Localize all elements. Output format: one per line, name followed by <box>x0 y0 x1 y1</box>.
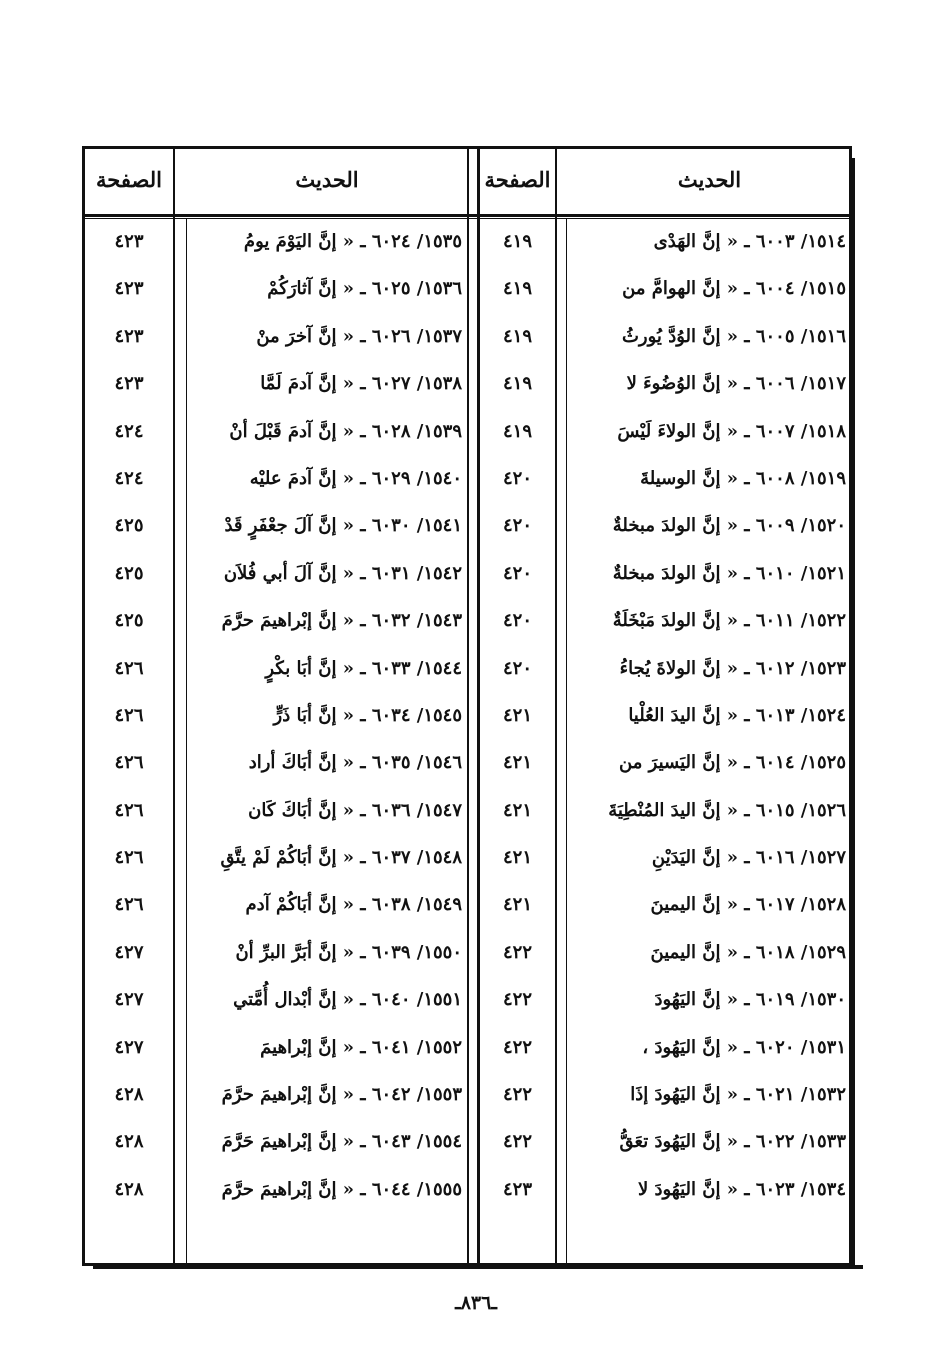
table-row: ١٥٤٨/ ٦٠٣٧ ـ « إنَّ أبَاكُمْ لَمْ يتَّقِ <box>220 847 462 869</box>
page-cell: ٤٢٨ <box>114 1131 144 1153</box>
table-row: ١٥٤٧/ ٦٠٣٦ ـ « إنَّ أبَاكَ كَان <box>248 799 462 821</box>
page-cell: ٤٢٢ <box>502 1131 532 1153</box>
table-row: ١٥٢٢/ ٦٠١١ ـ « إنَّ الولدَ مَبْخَلَةٌ <box>612 610 846 632</box>
page-cell: ٤٢٦ <box>114 894 144 916</box>
page-cell: ٤٢٠ <box>502 515 532 537</box>
table-row: ١٥٤٦/ ٦٠٣٥ ـ « إنَّ أبَاكَ أراد <box>248 752 462 774</box>
table-row: ١٥٤٩/ ٦٠٣٨ ـ « إنَّ أبَاكُمْ آدم <box>245 894 462 916</box>
table-row: ١٥٣٦/ ٦٠٢٥ ـ « إنَّ آثارَكُمْ <box>267 278 462 300</box>
page-cell: ٤٢٢ <box>502 1036 532 1058</box>
right-hadith-column <box>570 218 846 1213</box>
page-cell: ٤٢٦ <box>114 752 144 774</box>
page-cell: ٤٢١ <box>502 704 532 726</box>
table-row: ١٥٣٢/ ٦٠٢١ ـ « إنَّ اليَهُودَ إذَا <box>630 1084 846 1106</box>
column-divider <box>186 218 187 1266</box>
table-row: ١٥٤١/ ٦٠٣٠ ـ « إنَّ آلَ جعْفَرٍ قَدْ <box>224 515 462 537</box>
frame-shadow-right <box>852 158 862 1268</box>
page-cell: ٤٢٦ <box>114 657 144 679</box>
page-cell: ٤٢٨ <box>114 1084 144 1106</box>
page-cell: ٤٢٣ <box>502 1178 532 1200</box>
table-row: ١٥٣٠/ ٦٠١٩ ـ « إنَّ اليَهُودَ <box>654 989 846 1011</box>
table-row: ١٥٢٩/ ٦٠١٨ ـ « إنَّ اليمينَ <box>650 941 846 963</box>
page-cell: ٤٢١ <box>502 894 532 916</box>
table-row: ١٥١٤/ ٦٠٠٣ ـ « إنَّ الهَدْى <box>653 231 846 252</box>
table-row: ١٥٤٤/ ٦٠٣٣ ـ « إنَّ أبَا بكْرٍ <box>265 657 462 679</box>
page-cell: ٤٢٥ <box>114 610 144 632</box>
table-row: ١٥٢٠/ ٦٠٠٩ ـ « إنَّ الولدَ مبخلةٌ <box>612 515 846 537</box>
column-divider <box>555 149 557 1266</box>
table-row: ١٥٣٤/ ٦٠٢٣ ـ « إنَّ اليَهُودَ لا <box>637 1178 846 1200</box>
table-row: ١٥٢٣/ ٦٠١٢ ـ « إنَّ الولاةَ يُجاءُ <box>619 657 846 679</box>
table-row: ١٥٥٠/ ٦٠٣٩ ـ « إنَّ أبَرَّ البرِّ أنْ <box>235 941 462 963</box>
page-cell: ٤٢٣ <box>114 325 144 347</box>
table-row: ١٥٣١/ ٦٠٢٠ ـ « إنَّ اليَهُودَ ، <box>642 1036 846 1058</box>
table-row: ١٥٢٦/ ٦٠١٥ ـ « إنَّ اليدَ المُنْطِيَةَ <box>608 799 846 821</box>
table-row: ١٥٤٣/ ٦٠٣٢ ـ « إنَّ إبْراهيمَ حرَّمَ <box>221 610 462 632</box>
page-cell: ٤٢٢ <box>502 989 532 1011</box>
page-number: ـ٨٣٦ـ <box>455 1292 497 1314</box>
page-cell: ٤٢٠ <box>502 467 532 489</box>
table-row: ١٥٤٥/ ٦٠٣٤ ـ « إنَّ أبَا ذَرٍّ <box>273 704 462 726</box>
table-row: ١٥٤٠/ ٦٠٢٩ ـ « إنَّ آدمَ عليْه <box>249 467 462 489</box>
table-row: ١٥١٦/ ٦٠٠٥ ـ « إنَّ الوُدَّ يُورثُ <box>621 325 846 347</box>
table-row: ١٥٥٤/ ٦٠٤٣ ـ « إنَّ إبْراهيمَ حَرَّمَ <box>221 1131 462 1153</box>
table-row: ١٥٤٢/ ٦٠٣١ ـ « إنَّ آلَ أبي فُلاَن <box>223 562 462 584</box>
table-row: ١٥١٩/ ٦٠٠٨ ـ « إنَّ الوسيلةَ <box>640 467 846 489</box>
column-divider <box>173 149 175 1266</box>
table-row: ١٥٥١/ ٦٠٤٠ ـ « إنَّ أبْدال أُمَّتي <box>233 989 462 1011</box>
page-cell: ٤٢٥ <box>114 515 144 537</box>
page-cell: ٤١٩ <box>502 373 532 395</box>
page-cell: ٤٢٨ <box>114 1178 144 1200</box>
left-page-column <box>85 218 173 1213</box>
page-cell: ٤٢٦ <box>114 704 144 726</box>
table-row: ١٥٣٨/ ٦٠٢٧ ـ « إنَّ آدمَ لَمَّا <box>260 373 462 395</box>
page-cell: ٤٢٦ <box>114 799 144 821</box>
header-hadith-left: الحديث <box>295 167 359 192</box>
page-cell: ٤٢٦ <box>114 847 144 869</box>
column-divider <box>566 218 567 1266</box>
table-row: ١٥١٥/ ٦٠٠٤ ـ « إنَّ الهوامَّ من <box>622 278 846 300</box>
table-row: ١٥٢٤/ ٦٠١٣ ـ « إنَّ اليدَ العُلْيا <box>628 704 846 726</box>
page-cell: ٤٢٤ <box>114 420 144 442</box>
page-cell: ٤٢٠ <box>502 562 532 584</box>
table-row: ١٥٣٣/ ٦٠٢٢ ـ « إنَّ اليَهُودَ تعَقُّ <box>619 1131 846 1153</box>
header-rule <box>85 214 849 217</box>
table-row: ١٥٢٧/ ٦٠١٦ ـ « إنَّ اليَدَيْنِ <box>651 847 846 869</box>
table-row: ١٥١٧/ ٦٠٠٦ ـ « إنَّ الوُضُوءَ لا <box>626 373 846 395</box>
page-cell: ٤٢١ <box>502 847 532 869</box>
table-row: ١٥٢١/ ٦٠١٠ ـ « إنَّ الولدَ مبخلةٌ <box>612 562 846 584</box>
table-row: ١٥١٨/ ٦٠٠٧ ـ « إنَّ الولاءَ لَيْسَ <box>617 420 846 442</box>
page-cell: ٤١٩ <box>502 278 532 300</box>
table-row: ١٥٣٥/ ٦٠٢٤ ـ « إنَّ اليَوْمَ يومُ <box>243 231 462 252</box>
page-cell: ٤٢٢ <box>502 941 532 963</box>
table-row: ١٥٣٩/ ٦٠٢٨ ـ « إنَّ آدمَ قَبْلَ أنْ <box>229 420 462 442</box>
table-row: ١٥٥٢/ ٦٠٤١ ـ « إنَّ إبْراهيمَ <box>260 1036 462 1058</box>
header-hadith-right: الحديث <box>677 167 742 192</box>
page-cell: ٤٢٥ <box>114 562 144 584</box>
page-cell: ٤٢١ <box>502 799 532 821</box>
right-page-column <box>480 218 555 1213</box>
page-cell: ٤٢٧ <box>114 989 144 1011</box>
page-cell: ٤١٩ <box>502 231 532 252</box>
header-page-right: الصفحة <box>484 167 551 192</box>
page-cell: ٤٢٧ <box>114 941 144 963</box>
page-cell: ٤٢١ <box>502 752 532 774</box>
left-hadith-column <box>190 218 462 1213</box>
header-page-left: الصفحة <box>96 167 162 192</box>
table-row: ١٥٣٧/ ٦٠٢٦ ـ « إنَّ آخرَ منْ <box>256 325 462 347</box>
page-cell: ٤٢٠ <box>502 657 532 679</box>
table-row: ١٥٢٥/ ٦٠١٤ ـ « إنَّ اليَسيرَ من <box>619 752 846 774</box>
column-divider <box>467 149 469 1266</box>
table-row: ١٥٢٨/ ٦٠١٧ ـ « إنَّ اليمينَ <box>650 894 846 916</box>
page-cell: ٤٢٣ <box>114 231 144 252</box>
page-cell: ٤٢٤ <box>114 467 144 489</box>
page-cell: ٤١٩ <box>502 420 532 442</box>
table-row: ١٥٥٣/ ٦٠٤٢ ـ « إنَّ إبْراهيمَ حرَّمَ <box>221 1084 462 1106</box>
page-cell: ٤٢٢ <box>502 1084 532 1106</box>
page-cell: ٤٢٣ <box>114 373 144 395</box>
page-cell: ٤٢٧ <box>114 1036 144 1058</box>
page-cell: ٤٢٠ <box>502 610 532 632</box>
table-row: ١٥٥٥/ ٦٠٤٤ ـ « إنَّ إبْراهيمَ حرَّمَ <box>221 1178 462 1200</box>
page-cell: ٤٢٣ <box>114 278 144 300</box>
page-cell: ٤١٩ <box>502 325 532 347</box>
